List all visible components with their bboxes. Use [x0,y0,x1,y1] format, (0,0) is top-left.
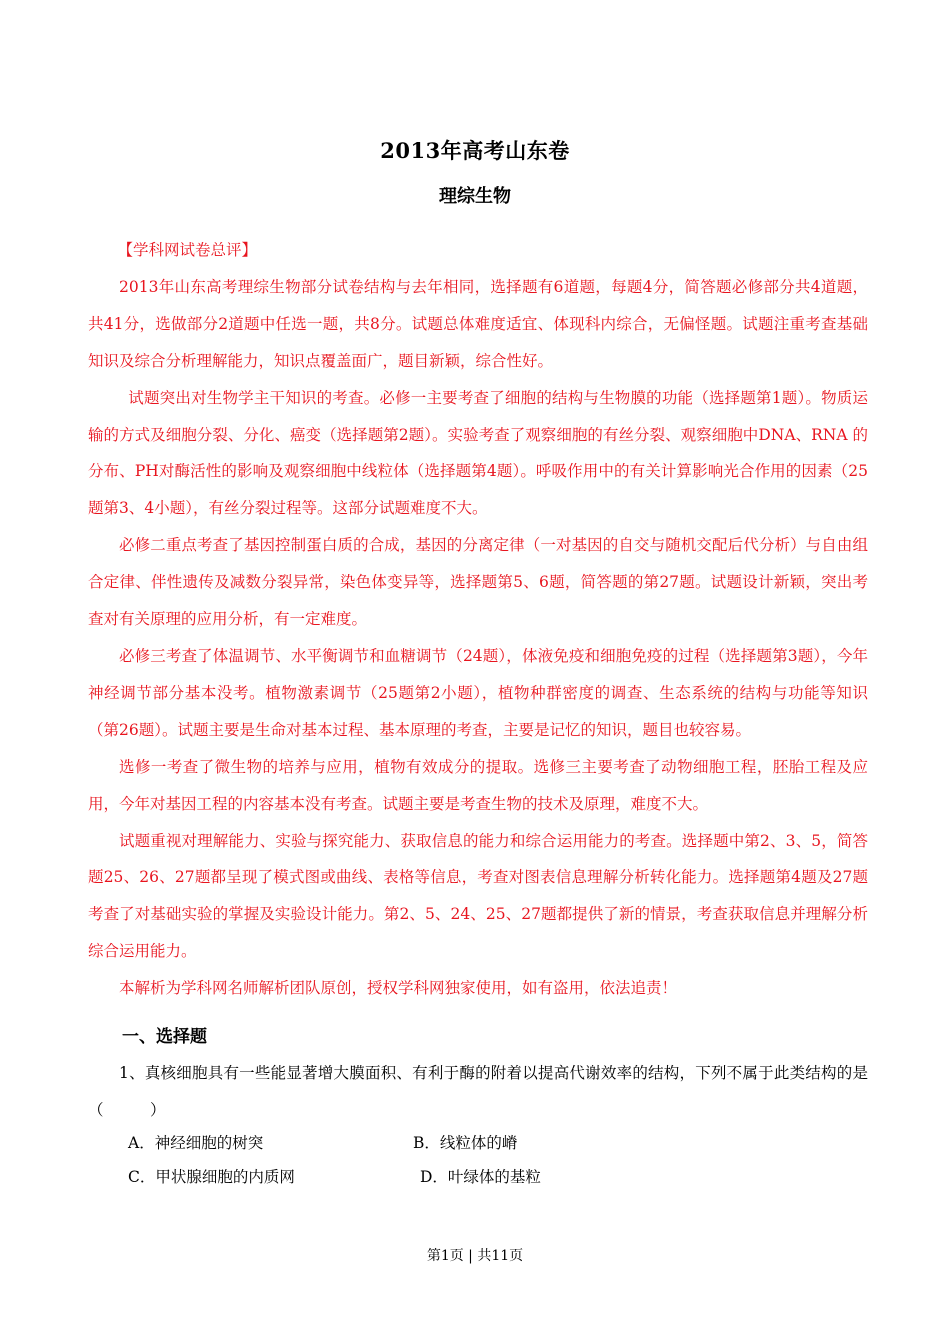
page-footer: 第1页 | 共11页 [426,1248,524,1264]
review-heading: 【学科网试卷总评】 [117,241,257,259]
review-section [88,232,868,1007]
review-paragraph-3: 必修二重点考查了基因控制蛋白质的合成，基因的分离定律（一对基因的自交与随机交配后代分析）与自由组合定律、伴性遗传及减数分裂异常，染色体变异等，选择题第5、6题，简答题的第27题。试题设计新颖，突出考查对有关原理的应用分析，有一定难度。 [88,536,868,629]
review-paragraph-2: 试题突出对生物学主干知识的考查。必修一主要考查了细胞的结构与生物膜的功能（选择题第1题）。物质运输的方式及细胞分裂、分化、癌变（选择题第2题）。实验考查了观察细胞的有丝分裂、观察细胞中DNA、RNA 的分布、PH对酶活性的影响及观察细胞中线粒体（选择题第4题）。呼吸作用中的有关计算影响光合作用的因素（25题第3、4小题），有丝分裂过程等。这部分试题难度不大。 [88,388,868,518]
question-1-option-d: D．叶绿体的基粒 [420,1168,541,1186]
document-title: 2013年高考山东卷 [380,138,570,163]
question-1-option-a: A．神经细胞的树突 [128,1134,264,1152]
review-paragraph-1: 2013年山东高考理综生物部分试卷结构与去年相同，选择题有6道题，每题4分，简答题必修部分共4道题，共41分，选做部分2道题中任选一题，共8分。试题总体难度适宜、体现科内综合，无偏怪题。试题注重考查基础知识及综合分析理解能力，知识点覆盖面广，题目新颖，综合性好。 [88,277,868,370]
review-paragraph-6: 试题重视对理解能力、实验与探究能力、获取信息的能力和综合运用能力的考查。选择题中第2、3、5，简答题25、26、27题都呈现了模式图或曲线、表格等信息，考查对图表信息理解分析转化能力。选择题第4题及27题考查了对基础实验的掌握及实验设计能力。第2、5、24、25、27题都提供了新的情景，考查获取信息并理解分析综合运用能力。 [88,831,868,961]
review-paragraph-5: 选修一考查了微生物的培养与应用，植物有效成分的提取。选修三主要考查了动物细胞工程，胚胎工程及应用，今年对基因工程的内容基本没有考查。试题主要是考查生物的技术及原理，难度不大。 [88,757,868,813]
document-subtitle: 理综生物 [439,186,511,207]
question-1 [88,1055,868,1129]
review-paragraph-4: 必修三考查了体温调节、水平衡调节和血糖调节（24题），体液免疫和细胞免疫的过程（选择题第3题），今年神经调节部分基本没考。植物激素调节（25题第2小题），植物种群密度的调查、生态系统的结构与功能等知识（第26题）。试题主要是生命对基本过程、基本原理的考查，主要是记忆的知识，题目也较容易。 [88,646,868,739]
question-1-stem: 1、真核细胞具有一些能显著增大膜面积、有利于酶的附着以提高代谢效率的结构，下列不属于此类结构的是（ ） [88,1064,868,1119]
section-heading: 一、选择题 [122,1027,207,1047]
question-1-option-b: B．线粒体的嵴 [413,1134,518,1152]
review-paragraph-7: 本解析为学科网名师解析团队原创，授权学科网独家使用，如有盗用，依法追责！ [119,979,678,998]
question-1-option-c: C．甲状腺细胞的内质网 [128,1168,295,1186]
